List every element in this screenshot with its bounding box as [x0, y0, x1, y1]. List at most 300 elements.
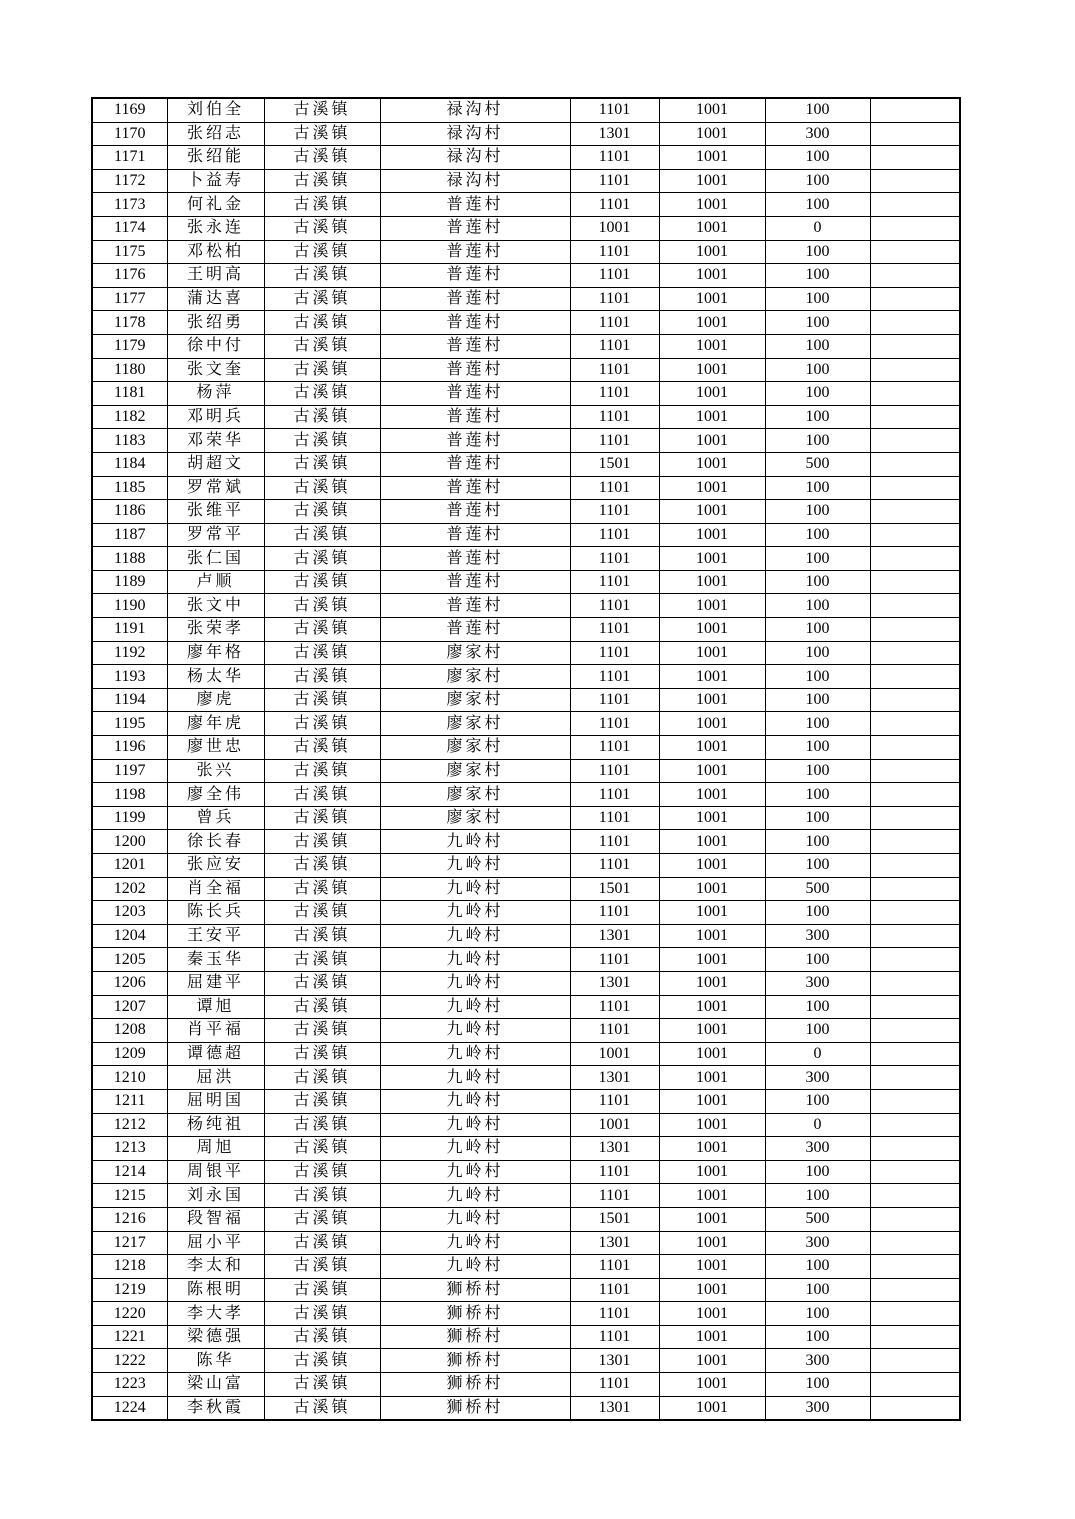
cell-row-number: 1202 — [92, 877, 167, 901]
cell-remark — [870, 264, 960, 288]
cell-row-number: 1177 — [92, 287, 167, 311]
table-row — [92, 122, 960, 146]
cell-amount: 100 — [765, 830, 870, 854]
cell-village-name: 狮桥村 — [380, 1325, 570, 1349]
cell-code-a: 1101 — [570, 1278, 659, 1302]
table-row — [92, 1184, 960, 1208]
cell-code-a: 1501 — [570, 877, 659, 901]
cell-remark — [870, 618, 960, 642]
cell-code-a: 1101 — [570, 264, 659, 288]
cell-code-b: 1001 — [659, 193, 765, 217]
cell-person-name: 邓荣华 — [167, 429, 264, 453]
cell-code-a: 1101 — [570, 358, 659, 382]
cell-village-name: 九岭村 — [380, 1255, 570, 1279]
table-row — [92, 641, 960, 665]
cell-town-name: 古溪镇 — [264, 1349, 380, 1373]
cell-amount: 100 — [765, 570, 870, 594]
cell-village-name: 禄沟村 — [380, 146, 570, 170]
cell-row-number: 1217 — [92, 1231, 167, 1255]
cell-village-name: 九岭村 — [380, 1184, 570, 1208]
cell-row-number: 1211 — [92, 1089, 167, 1113]
table-row — [92, 1373, 960, 1397]
cell-town-name: 古溪镇 — [264, 500, 380, 524]
cell-town-name: 古溪镇 — [264, 216, 380, 240]
cell-code-b: 1001 — [659, 358, 765, 382]
cell-amount: 100 — [765, 193, 870, 217]
table-row — [92, 287, 960, 311]
cell-code-b: 1001 — [659, 901, 765, 925]
cell-village-name: 九岭村 — [380, 901, 570, 925]
cell-code-b: 1001 — [659, 1349, 765, 1373]
cell-person-name: 廖虎 — [167, 688, 264, 712]
cell-code-a: 1101 — [570, 334, 659, 358]
cell-person-name: 屈小平 — [167, 1231, 264, 1255]
cell-code-b: 1001 — [659, 1019, 765, 1043]
cell-amount: 100 — [765, 405, 870, 429]
cell-village-name: 廖家村 — [380, 688, 570, 712]
table-row — [92, 570, 960, 594]
cell-remark — [870, 1349, 960, 1373]
cell-remark — [870, 901, 960, 925]
cell-remark — [870, 1160, 960, 1184]
cell-town-name: 古溪镇 — [264, 382, 380, 406]
cell-remark — [870, 783, 960, 807]
cell-town-name: 古溪镇 — [264, 594, 380, 618]
table-row — [92, 1396, 960, 1420]
cell-code-b: 1001 — [659, 783, 765, 807]
cell-code-b: 1001 — [659, 216, 765, 240]
cell-amount: 100 — [765, 240, 870, 264]
cell-remark — [870, 122, 960, 146]
table-row — [92, 594, 960, 618]
cell-amount: 500 — [765, 452, 870, 476]
cell-amount: 100 — [765, 995, 870, 1019]
cell-row-number: 1206 — [92, 971, 167, 995]
cell-person-name: 王安平 — [167, 924, 264, 948]
cell-person-name: 张文中 — [167, 594, 264, 618]
cell-code-b: 1001 — [659, 1278, 765, 1302]
cell-code-b: 1001 — [659, 98, 765, 122]
cell-code-b: 1001 — [659, 1396, 765, 1420]
cell-remark — [870, 1019, 960, 1043]
cell-row-number: 1207 — [92, 995, 167, 1019]
cell-row-number: 1224 — [92, 1396, 167, 1420]
cell-town-name: 古溪镇 — [264, 783, 380, 807]
cell-code-a: 1101 — [570, 1325, 659, 1349]
cell-village-name: 九岭村 — [380, 830, 570, 854]
cell-village-name: 廖家村 — [380, 783, 570, 807]
cell-row-number: 1169 — [92, 98, 167, 122]
cell-amount: 100 — [765, 1089, 870, 1113]
cell-person-name: 周旭 — [167, 1137, 264, 1161]
table-row — [92, 452, 960, 476]
cell-row-number: 1187 — [92, 523, 167, 547]
cell-remark — [870, 877, 960, 901]
cell-remark — [870, 1278, 960, 1302]
cell-code-a: 1101 — [570, 665, 659, 689]
cell-row-number: 1200 — [92, 830, 167, 854]
cell-village-name: 九岭村 — [380, 1019, 570, 1043]
cell-town-name: 古溪镇 — [264, 665, 380, 689]
cell-village-name: 九岭村 — [380, 854, 570, 878]
cell-person-name: 杨太华 — [167, 665, 264, 689]
cell-code-a: 1301 — [570, 1349, 659, 1373]
cell-person-name: 秦玉华 — [167, 948, 264, 972]
cell-village-name: 廖家村 — [380, 641, 570, 665]
cell-code-a: 1101 — [570, 500, 659, 524]
cell-town-name: 古溪镇 — [264, 169, 380, 193]
cell-amount: 100 — [765, 1302, 870, 1326]
cell-amount: 100 — [765, 736, 870, 760]
cell-town-name: 古溪镇 — [264, 924, 380, 948]
cell-person-name: 王明高 — [167, 264, 264, 288]
cell-amount: 500 — [765, 1207, 870, 1231]
cell-village-name: 九岭村 — [380, 995, 570, 1019]
cell-town-name: 古溪镇 — [264, 476, 380, 500]
cell-person-name: 张永连 — [167, 216, 264, 240]
cell-row-number: 1204 — [92, 924, 167, 948]
cell-amount: 100 — [765, 594, 870, 618]
cell-row-number: 1215 — [92, 1184, 167, 1208]
cell-town-name: 古溪镇 — [264, 688, 380, 712]
cell-village-name: 普莲村 — [380, 429, 570, 453]
table-row — [92, 1042, 960, 1066]
cell-code-b: 1001 — [659, 688, 765, 712]
cell-code-a: 1101 — [570, 240, 659, 264]
cell-person-name: 何礼金 — [167, 193, 264, 217]
cell-amount: 100 — [765, 264, 870, 288]
cell-amount: 100 — [765, 1255, 870, 1279]
table-row — [92, 1255, 960, 1279]
cell-code-b: 1001 — [659, 971, 765, 995]
cell-code-a: 1101 — [570, 311, 659, 335]
table-body — [92, 98, 960, 1420]
cell-code-b: 1001 — [659, 382, 765, 406]
cell-person-name: 梁德强 — [167, 1325, 264, 1349]
cell-row-number: 1205 — [92, 948, 167, 972]
cell-code-b: 1001 — [659, 1231, 765, 1255]
cell-person-name: 杨纯祖 — [167, 1113, 264, 1137]
cell-village-name: 狮桥村 — [380, 1373, 570, 1397]
cell-code-b: 1001 — [659, 1113, 765, 1137]
cell-code-b: 1001 — [659, 240, 765, 264]
cell-remark — [870, 854, 960, 878]
cell-person-name: 张绍志 — [167, 122, 264, 146]
cell-person-name: 卜益寿 — [167, 169, 264, 193]
cell-code-a: 1101 — [570, 1373, 659, 1397]
cell-remark — [870, 523, 960, 547]
table-row — [92, 830, 960, 854]
cell-code-b: 1001 — [659, 948, 765, 972]
cell-code-a: 1001 — [570, 1042, 659, 1066]
cell-town-name: 古溪镇 — [264, 122, 380, 146]
cell-person-name: 徐长春 — [167, 830, 264, 854]
table-row — [92, 1089, 960, 1113]
cell-village-name: 九岭村 — [380, 1207, 570, 1231]
cell-remark — [870, 971, 960, 995]
cell-amount: 100 — [765, 311, 870, 335]
cell-village-name: 九岭村 — [380, 1113, 570, 1137]
cell-code-b: 1001 — [659, 1184, 765, 1208]
table-row — [92, 995, 960, 1019]
cell-town-name: 古溪镇 — [264, 429, 380, 453]
cell-remark — [870, 146, 960, 170]
cell-town-name: 古溪镇 — [264, 570, 380, 594]
cell-person-name: 张维平 — [167, 500, 264, 524]
cell-row-number: 1196 — [92, 736, 167, 760]
cell-amount: 100 — [765, 98, 870, 122]
cell-code-b: 1001 — [659, 169, 765, 193]
cell-village-name: 普莲村 — [380, 476, 570, 500]
cell-village-name: 普莲村 — [380, 570, 570, 594]
cell-person-name: 谭旭 — [167, 995, 264, 1019]
cell-amount: 300 — [765, 1066, 870, 1090]
table-row — [92, 971, 960, 995]
cell-code-b: 1001 — [659, 1207, 765, 1231]
cell-remark — [870, 948, 960, 972]
cell-person-name: 刘伯全 — [167, 98, 264, 122]
cell-town-name: 古溪镇 — [264, 1184, 380, 1208]
cell-person-name: 张文奎 — [167, 358, 264, 382]
cell-code-b: 1001 — [659, 405, 765, 429]
cell-row-number: 1183 — [92, 429, 167, 453]
table-row — [92, 429, 960, 453]
cell-town-name: 古溪镇 — [264, 1137, 380, 1161]
cell-remark — [870, 1396, 960, 1420]
cell-village-name: 廖家村 — [380, 712, 570, 736]
cell-village-name: 廖家村 — [380, 665, 570, 689]
cell-person-name: 廖年虎 — [167, 712, 264, 736]
cell-village-name: 廖家村 — [380, 759, 570, 783]
cell-amount: 100 — [765, 287, 870, 311]
cell-remark — [870, 594, 960, 618]
cell-remark — [870, 1373, 960, 1397]
cell-town-name: 古溪镇 — [264, 523, 380, 547]
cell-row-number: 1220 — [92, 1302, 167, 1326]
cell-amount: 500 — [765, 877, 870, 901]
cell-row-number: 1191 — [92, 618, 167, 642]
cell-village-name: 普莲村 — [380, 287, 570, 311]
cell-amount: 100 — [765, 901, 870, 925]
cell-village-name: 狮桥村 — [380, 1302, 570, 1326]
table-row — [92, 901, 960, 925]
cell-row-number: 1181 — [92, 382, 167, 406]
cell-row-number: 1212 — [92, 1113, 167, 1137]
cell-code-b: 1001 — [659, 452, 765, 476]
cell-code-a: 1101 — [570, 1089, 659, 1113]
cell-code-a: 1101 — [570, 1160, 659, 1184]
cell-town-name: 古溪镇 — [264, 877, 380, 901]
cell-person-name: 罗常平 — [167, 523, 264, 547]
cell-person-name: 张绍能 — [167, 146, 264, 170]
cell-town-name: 古溪镇 — [264, 1325, 380, 1349]
cell-town-name: 古溪镇 — [264, 971, 380, 995]
cell-village-name: 普莲村 — [380, 358, 570, 382]
table-row — [92, 98, 960, 122]
table-row — [92, 1113, 960, 1137]
cell-code-b: 1001 — [659, 712, 765, 736]
cell-village-name: 九岭村 — [380, 1137, 570, 1161]
cell-code-a: 1101 — [570, 783, 659, 807]
cell-code-a: 1101 — [570, 901, 659, 925]
cell-row-number: 1219 — [92, 1278, 167, 1302]
cell-row-number: 1223 — [92, 1373, 167, 1397]
cell-town-name: 古溪镇 — [264, 1373, 380, 1397]
table-row — [92, 1066, 960, 1090]
cell-code-b: 1001 — [659, 759, 765, 783]
cell-code-a: 1001 — [570, 216, 659, 240]
cell-code-a: 1101 — [570, 1184, 659, 1208]
cell-code-b: 1001 — [659, 287, 765, 311]
table-row — [92, 547, 960, 571]
cell-person-name: 廖全伟 — [167, 783, 264, 807]
table-row — [92, 334, 960, 358]
cell-town-name: 古溪镇 — [264, 405, 380, 429]
cell-town-name: 古溪镇 — [264, 854, 380, 878]
cell-person-name: 肖平福 — [167, 1019, 264, 1043]
cell-amount: 100 — [765, 429, 870, 453]
cell-row-number: 1221 — [92, 1325, 167, 1349]
table-row — [92, 1137, 960, 1161]
cell-row-number: 1185 — [92, 476, 167, 500]
table-row — [92, 146, 960, 170]
cell-person-name: 李秋霞 — [167, 1396, 264, 1420]
table-row — [92, 806, 960, 830]
cell-village-name: 普莲村 — [380, 240, 570, 264]
cell-town-name: 古溪镇 — [264, 1113, 380, 1137]
cell-amount: 100 — [765, 382, 870, 406]
cell-person-name: 邓明兵 — [167, 405, 264, 429]
cell-code-a: 1101 — [570, 948, 659, 972]
cell-person-name: 张应安 — [167, 854, 264, 878]
cell-code-b: 1001 — [659, 1325, 765, 1349]
cell-row-number: 1194 — [92, 688, 167, 712]
cell-person-name: 陈长兵 — [167, 901, 264, 925]
cell-code-b: 1001 — [659, 334, 765, 358]
cell-remark — [870, 1042, 960, 1066]
cell-code-b: 1001 — [659, 500, 765, 524]
cell-remark — [870, 287, 960, 311]
cell-code-a: 1101 — [570, 547, 659, 571]
cell-remark — [870, 547, 960, 571]
cell-person-name: 段智福 — [167, 1207, 264, 1231]
cell-row-number: 1179 — [92, 334, 167, 358]
table-row — [92, 854, 960, 878]
cell-town-name: 古溪镇 — [264, 1042, 380, 1066]
cell-village-name: 九岭村 — [380, 1089, 570, 1113]
cell-town-name: 古溪镇 — [264, 995, 380, 1019]
cell-row-number: 1174 — [92, 216, 167, 240]
cell-code-a: 1301 — [570, 122, 659, 146]
cell-town-name: 古溪镇 — [264, 1066, 380, 1090]
cell-code-a: 1101 — [570, 830, 659, 854]
cell-code-b: 1001 — [659, 618, 765, 642]
cell-amount: 100 — [765, 1019, 870, 1043]
cell-code-a: 1101 — [570, 523, 659, 547]
cell-town-name: 古溪镇 — [264, 193, 380, 217]
cell-town-name: 古溪镇 — [264, 358, 380, 382]
cell-amount: 300 — [765, 1396, 870, 1420]
cell-row-number: 1199 — [92, 806, 167, 830]
cell-amount: 300 — [765, 1137, 870, 1161]
cell-amount: 100 — [765, 618, 870, 642]
cell-amount: 100 — [765, 1278, 870, 1302]
cell-town-name: 古溪镇 — [264, 830, 380, 854]
cell-amount: 100 — [765, 806, 870, 830]
cell-person-name: 李太和 — [167, 1255, 264, 1279]
cell-person-name: 陈华 — [167, 1349, 264, 1373]
cell-code-b: 1001 — [659, 1302, 765, 1326]
cell-amount: 100 — [765, 665, 870, 689]
cell-amount: 100 — [765, 759, 870, 783]
cell-town-name: 古溪镇 — [264, 736, 380, 760]
table-row — [92, 759, 960, 783]
cell-code-a: 1301 — [570, 1137, 659, 1161]
cell-amount: 100 — [765, 500, 870, 524]
cell-code-b: 1001 — [659, 1042, 765, 1066]
cell-remark — [870, 736, 960, 760]
cell-town-name: 古溪镇 — [264, 901, 380, 925]
cell-amount: 100 — [765, 948, 870, 972]
cell-town-name: 古溪镇 — [264, 334, 380, 358]
cell-row-number: 1193 — [92, 665, 167, 689]
cell-code-a: 1501 — [570, 1207, 659, 1231]
cell-row-number: 1172 — [92, 169, 167, 193]
cell-town-name: 古溪镇 — [264, 1207, 380, 1231]
cell-person-name: 廖世忠 — [167, 736, 264, 760]
cell-remark — [870, 98, 960, 122]
cell-code-a: 1101 — [570, 1255, 659, 1279]
cell-row-number: 1182 — [92, 405, 167, 429]
cell-amount: 100 — [765, 1325, 870, 1349]
cell-code-a: 1101 — [570, 806, 659, 830]
cell-remark — [870, 169, 960, 193]
table-row — [92, 1207, 960, 1231]
cell-town-name: 古溪镇 — [264, 1089, 380, 1113]
cell-town-name: 古溪镇 — [264, 287, 380, 311]
cell-row-number: 1198 — [92, 783, 167, 807]
cell-amount: 100 — [765, 641, 870, 665]
cell-row-number: 1203 — [92, 901, 167, 925]
cell-code-b: 1001 — [659, 429, 765, 453]
cell-remark — [870, 1113, 960, 1137]
cell-amount: 100 — [765, 1160, 870, 1184]
cell-village-name: 禄沟村 — [380, 169, 570, 193]
cell-remark — [870, 240, 960, 264]
cell-code-b: 1001 — [659, 1089, 765, 1113]
cell-code-a: 1501 — [570, 452, 659, 476]
cell-person-name: 张荣孝 — [167, 618, 264, 642]
cell-town-name: 古溪镇 — [264, 98, 380, 122]
cell-code-a: 1101 — [570, 1019, 659, 1043]
table-row — [92, 665, 960, 689]
table-row — [92, 736, 960, 760]
cell-code-b: 1001 — [659, 476, 765, 500]
cell-code-b: 1001 — [659, 146, 765, 170]
cell-code-b: 1001 — [659, 570, 765, 594]
cell-row-number: 1171 — [92, 146, 167, 170]
cell-row-number: 1170 — [92, 122, 167, 146]
cell-remark — [870, 1089, 960, 1113]
cell-person-name: 徐中付 — [167, 334, 264, 358]
table-row — [92, 358, 960, 382]
cell-code-a: 1001 — [570, 1113, 659, 1137]
table-row — [92, 783, 960, 807]
cell-village-name: 普莲村 — [380, 382, 570, 406]
table-row — [92, 523, 960, 547]
cell-remark — [870, 1184, 960, 1208]
cell-person-name: 周银平 — [167, 1160, 264, 1184]
